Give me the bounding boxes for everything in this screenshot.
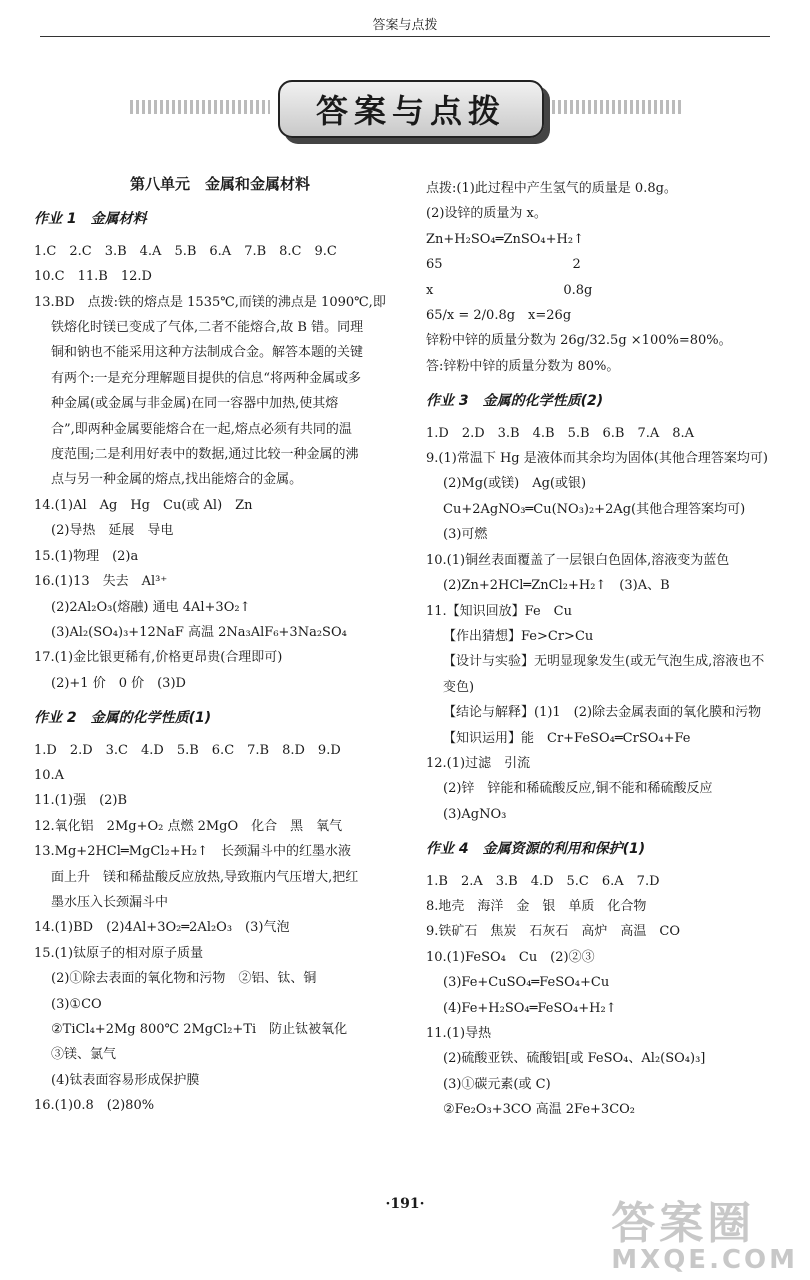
running-header: 答案与点拨 <box>372 18 438 33</box>
answer-line: 14.(1)Al Ag Hg Cu(或 Al) Zn <box>34 497 253 513</box>
answer-line: 【设计与实验】无明显现象发生(或无气泡生成,溶液也不 <box>443 654 765 670</box>
answer-line: 14.(1)BD (2)4Al+3O₂═2Al₂O₃ (3)气泡 <box>34 920 290 936</box>
answer-line: 面上升 镁和稀盐酸反应放热,导致瓶内气压增大,把红 <box>51 869 359 885</box>
watermark-url: MXQE.COM <box>611 1245 798 1275</box>
watermark-logo <box>611 1198 798 1275</box>
answer-line: 13.BD 点拨:铁的熔点是 1535℃,而镁的沸点是 1090℃,即 <box>34 294 386 310</box>
answer-line: 10.C 11.B 12.D <box>34 269 152 285</box>
answer-line: 9.(1)常温下 Hg 是液体而其余均为固体(其他合理答案均可) <box>426 451 768 467</box>
answer-line: 点拨:(1)此过程中产生氢气的质量是 0.8g。 <box>426 181 677 196</box>
equation-line: 65 2 <box>426 257 581 273</box>
answer-line: 13.Mg+2HCl═MgCl₂+H₂↑ 长颈漏斗中的红墨水液 <box>34 844 352 860</box>
unit-title: 第八单元 金属和金属材料 <box>129 175 310 193</box>
answer-line: 15.(1)物理 (2)a <box>34 548 139 564</box>
equation-line: x 0.8g <box>426 282 593 298</box>
answer-line: 8.地壳 海洋 金 银 单质 化合物 <box>426 898 647 914</box>
answer-line: 11.(1)导热 <box>426 1026 492 1041</box>
answer-line: 16.(1)13 失去 Al³⁺ <box>34 574 168 590</box>
equation-line: 65/x = 2/0.8g x=26g <box>426 308 572 324</box>
answer-line: 答:锌粉中锌的质量分数为 80%。 <box>426 358 620 374</box>
right-column <box>426 176 788 1123</box>
answer-line: (2)设锌的质量为 x。 <box>426 206 547 222</box>
answer-line: (2)Mg(或镁) Ag(或银) <box>443 476 587 492</box>
left-column <box>34 176 406 1119</box>
answer-line: 【知识运用】能 Cr+FeSO₄═CrSO₄+Fe <box>443 730 691 746</box>
answer-line: ②Fe₂O₃+3CO 高温 2Fe+3CO₂ <box>443 1102 636 1118</box>
answer-line: ③镁、氯气 <box>51 1047 117 1063</box>
answer-line: Cu+2AgNO₃═Cu(NO₃)₂+2Ag(其他合理答案均可) <box>443 501 746 517</box>
answer-line: 15.(1)钛原子的相对原子质量 <box>34 945 204 961</box>
answer-line: 1.D 2.D 3.B 4.B 5.B 6.B 7.A 8.A <box>426 425 695 441</box>
answer-line: (4)钛表面容易形成保护膜 <box>51 1072 200 1088</box>
banner-decoration-left <box>130 100 270 114</box>
answer-line: (3)AgNO₃ <box>443 806 507 822</box>
answer-line: 合”,即两种金属要能熔合在一起,熔点必须有共同的温 <box>51 421 352 437</box>
homework-2-title: 作业 2 金属的化学性质(1) <box>34 710 212 727</box>
answer-line: (4)Fe+H₂SO₄═FeSO₄+H₂↑ <box>443 1000 617 1016</box>
answer-line: 12.氧化铝 2Mg+O₂ 点燃 2MgO 化合 黑 氧气 <box>34 818 343 834</box>
answer-line: (2)2Al₂O₃(熔融) 通电 4Al+3O₂↑ <box>51 599 251 615</box>
answer-line: (2)导热 延展 导电 <box>51 523 174 539</box>
answer-line: 1.C 2.C 3.B 4.A 5.B 6.A 7.B 8.C 9.C <box>34 243 337 259</box>
answer-line: (2)①除去表面的氧化物和污物 ②铝、钛、铜 <box>51 971 317 987</box>
page-number: ·191· <box>385 1196 425 1212</box>
answer-line: (2)Zn+2HCl═ZnCl₂+H₂↑ (3)A、B <box>443 578 670 594</box>
answer-line: 1.D 2.D 3.C 4.D 5.B 6.C 7.B 8.D 9.D <box>34 742 341 758</box>
answer-line: 10.A <box>34 767 65 783</box>
answer-line: 10.(1)FeSO₄ Cu (2)②③ <box>426 949 595 965</box>
answer-line: 墨水压入长颈漏斗中 <box>51 894 169 910</box>
homework-3-title: 作业 3 金属的化学性质(2) <box>426 393 604 410</box>
answer-line: 10.(1)铜丝表面覆盖了一层银白色固体,溶液变为蓝色 <box>426 552 730 568</box>
answer-line: 点与另一种金属的熔点,找出能熔合的金属。 <box>51 472 303 488</box>
answer-line: (3)①CO <box>51 996 102 1012</box>
answer-line: 16.(1)0.8 (2)80% <box>34 1098 155 1114</box>
answer-line: 有两个:一是充分理解题目提供的信息“将两种金属或多 <box>51 370 362 386</box>
homework-1-title: 作业 1 金属材料 <box>34 211 147 228</box>
answer-line: 铜和钠也不能采用这种方法制成合金。解答本题的关键 <box>51 345 364 361</box>
answer-line: (3)Fe+CuSO₄═FeSO₄+Cu <box>443 975 610 991</box>
answer-line: ②TiCl₄+2Mg 800℃ 2MgCl₂+Ti 防止钛被氧化 <box>51 1022 348 1037</box>
answer-line: (2)硫酸亚铁、硫酸铝[或 FeSO₄、Al₂(SO₄)₃] <box>443 1051 706 1067</box>
answer-line: (3)Al₂(SO₄)₃+12NaF 高温 2Na₃AlF₆+3Na₂SO₄ <box>51 624 347 640</box>
homework-4-title: 作业 4 金属资源的利用和保护(1) <box>426 841 646 858</box>
answer-line: (2)锌 锌能和稀硫酸反应,铜不能和稀硫酸反应 <box>443 781 713 797</box>
answer-line: 种金属(或金属与非金属)在同一容器中加热,使其熔 <box>51 396 339 412</box>
answer-line: 9.铁矿石 焦炭 石灰石 高炉 高温 CO <box>426 924 681 940</box>
answer-line: 1.B 2.A 3.B 4.D 5.C 6.A 7.D <box>426 873 660 889</box>
answer-line: 11.(1)强 (2)B <box>34 793 128 809</box>
answer-line: 12.(1)过滤 引流 <box>426 755 531 771</box>
answer-line: 铁熔化时镁已变成了气体,二者不能熔合,故 B 错。同理 <box>51 320 364 336</box>
answer-line: (3)可燃 <box>443 527 488 543</box>
banner-decoration-right <box>552 100 682 114</box>
answer-line: 17.(1)金比银更稀有,价格更昂贵(合理即可) <box>34 650 283 666</box>
answer-line: (2)+1 价 0 价 (3)D <box>51 675 186 691</box>
answer-line: 变色) <box>443 679 475 695</box>
section-banner: 答案与点拨 <box>278 80 544 138</box>
watermark-text: 答案圈 <box>611 1198 756 1249</box>
header-rule <box>40 36 770 37</box>
answer-line: 11.【知识回放】Fe Cu <box>426 603 572 619</box>
answer-line: 【结论与解释】(1)1 (2)除去金属表面的氧化膜和污物 <box>443 705 762 721</box>
answer-line: 【作出猜想】Fe>Cr>Cu <box>443 628 594 644</box>
answer-line: 度范围;二是利用好表中的数据,通过比较一种金属的沸 <box>51 447 359 463</box>
equation-line: Zn+H₂SO₄═ZnSO₄+H₂↑ <box>426 231 584 247</box>
answer-line: 锌粉中锌的质量分数为 26g/32.5g ×100%=80%。 <box>426 333 732 349</box>
answer-line: (3)①碳元素(或 C) <box>443 1076 551 1092</box>
